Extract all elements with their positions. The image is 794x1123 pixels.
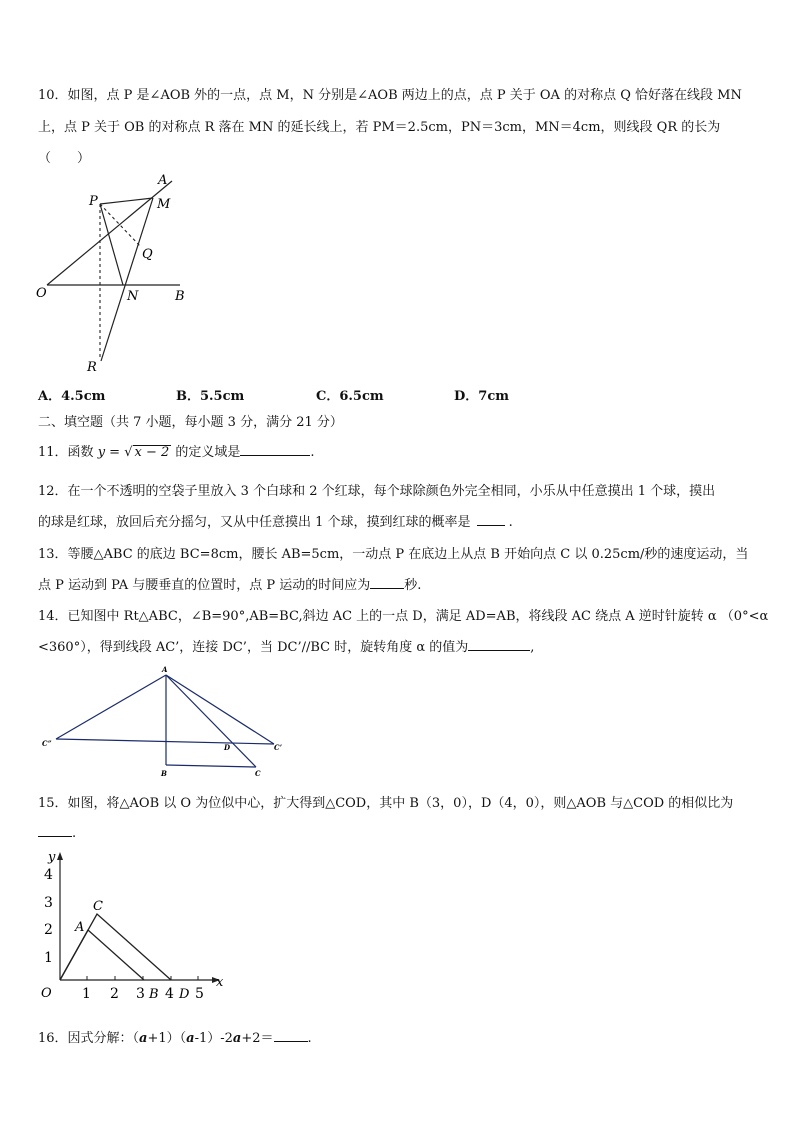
q11-text: [38, 441, 315, 460]
q13-line2: 点 P 运动到 PA 与腰垂直的位置时，点 P 运动的时间应为: [38, 578, 371, 593]
point-A-label: A: [75, 920, 85, 935]
x-tick-5: 5: [195, 986, 204, 1002]
q10-figure: [30, 168, 200, 378]
q16-mid2: -1）-2: [194, 1031, 233, 1046]
q15-coordinate-figure: [34, 846, 230, 1004]
q14-text-line1: 14．已知图中 Rt△ABC，∠B=90°,AB=BC,斜边 AC 上的一点 D，满足 AD=AB，将线段 AC 绕点 A 逆时针旋转 α （0°<α: [38, 609, 769, 624]
q11-suffix: 的定义域是: [171, 445, 241, 460]
q14-line2: <360°），得到线段 AC’，连接 DC’，当 DC’//BC 时，旋转角度 α 的值为: [38, 640, 469, 655]
x-tick-1: 1: [82, 986, 91, 1002]
label-M: M: [157, 197, 171, 212]
q16-var2: a: [186, 1031, 195, 1046]
segment-A-C2: [56, 675, 166, 739]
segment-PN: [100, 204, 123, 285]
x-tick-3: 3: [136, 986, 145, 1002]
segment-C2-C1: [56, 739, 274, 744]
q10-option-a: A．4.5cm: [38, 389, 106, 404]
label-B: B: [161, 769, 167, 778]
q15-text-line1: 15．如图，将△AOB 以 O 为位似中心，扩大得到△COD，其中 B（3，0），D（4，0），则△AOB 与△COD 的相似比为: [38, 796, 734, 811]
ray-OA: [47, 181, 172, 285]
x-axis-label: x: [216, 975, 224, 990]
q15-answer-blank: [38, 824, 72, 837]
x-tick-2: 2: [110, 986, 119, 1002]
q10-option-d: D．7cm: [454, 389, 509, 404]
label-C-prime: C’: [274, 743, 283, 752]
q14-end: ,: [530, 640, 535, 655]
q10-option-c: C．6.5cm: [316, 389, 384, 404]
q11-sqrt-sign: √: [124, 445, 133, 460]
label-R: R: [87, 360, 97, 375]
q15-end: .: [72, 826, 77, 841]
label-B: B: [175, 289, 185, 304]
segment-AC: [166, 675, 256, 767]
y-axis-arrow: [57, 852, 63, 860]
label-A: A: [162, 665, 168, 674]
q12-answer-blank: [477, 513, 505, 526]
q13-end: 秒.: [404, 578, 422, 593]
q16-prefix: 16．因式分解：（: [38, 1031, 140, 1046]
q10-option-b: B．5.5cm: [176, 389, 245, 404]
q11-eq: =: [105, 445, 125, 460]
q16-mid3: +2＝: [241, 1031, 274, 1046]
y-tick-1: 1: [44, 950, 53, 966]
origin-label: O: [41, 986, 52, 1001]
y-tick-3: 3: [44, 895, 53, 911]
q11-prefix: 11．函数: [38, 445, 98, 460]
segment-A-C1: [166, 675, 274, 744]
x-tick-4: 4: [165, 986, 174, 1002]
q13-text-line1: 13．等腰△ABC 的底边 BC=8cm，腰长 AB=5cm，一动点 P 在底边上从点 B 开始向点 C 以 0.25cm/秒的速度运动，当: [38, 547, 749, 562]
label-C-double-prime: C”: [42, 739, 52, 748]
y-tick-2: 2: [44, 922, 53, 938]
q10-choice-paren: （ ）: [38, 151, 91, 166]
q12-text-line1: 12．在一个不透明的空袋子里放入 3 个白球和 2 个红球，每个球除颜色外完全相同，小乐从中任意摸出 1 个球，摸出: [38, 484, 716, 499]
label-N: N: [127, 289, 139, 304]
q16-end: .: [307, 1031, 312, 1046]
q16-var3: a: [232, 1031, 242, 1046]
q14-answer-blank: [468, 638, 530, 651]
q10-text-line1: 10．如图，点 P 是∠AOB 外的一点，点 M，N 分别是∠AOB 两边上的点，点 P 关于 OA 的对称点 Q 恰好落在线段 MN: [38, 88, 742, 103]
q14-figure: [36, 664, 286, 780]
q16-text: [38, 1027, 312, 1046]
q13-answer-blank: [370, 576, 404, 589]
q12-text-line2: [38, 511, 513, 530]
line-MR: [101, 198, 153, 361]
q12-end: .: [504, 515, 513, 530]
label-O: O: [36, 286, 47, 301]
q11-answer-blank: [240, 443, 310, 456]
y-axis-label: y: [48, 850, 56, 865]
label-P: P: [89, 194, 98, 209]
label-D: D: [224, 743, 231, 752]
point-D-label: D: [179, 987, 190, 1002]
q14-text-line2: [38, 636, 534, 655]
q16-mid1: +1）（: [147, 1031, 187, 1046]
label-C: C: [255, 769, 261, 778]
point-B-label: B: [149, 987, 159, 1002]
y-tick-4: 4: [44, 867, 53, 883]
q16-var1: a: [139, 1031, 148, 1046]
point-C-label: C: [93, 899, 103, 914]
q11-radicand: x − 2: [134, 445, 170, 460]
label-Q: Q: [142, 247, 153, 262]
triangle-AOB: [60, 930, 144, 980]
q11-end: .: [310, 445, 315, 460]
q16-answer-blank: [274, 1029, 308, 1042]
q13-text-line2: [38, 574, 421, 593]
q12-line2: 的球是红球，放回后充分摇匀，又从中任意摸出 1 个球，摸到红球的概率是: [38, 515, 471, 530]
q11-y: y: [97, 445, 106, 460]
q10-text-line2: 上，点 P 关于 OB 的对称点 R 落在 MN 的延长线上，若 PM＝2.5cm，PN＝3cm，MN＝4cm，则线段 QR 的长为: [38, 120, 721, 135]
section-heading: 二、填空题（共 7 小题，每小题 3 分，满分 21 分）: [38, 415, 343, 430]
q15-text-line2: [38, 824, 76, 841]
label-A: A: [158, 173, 168, 188]
segment-BC: [166, 765, 256, 767]
